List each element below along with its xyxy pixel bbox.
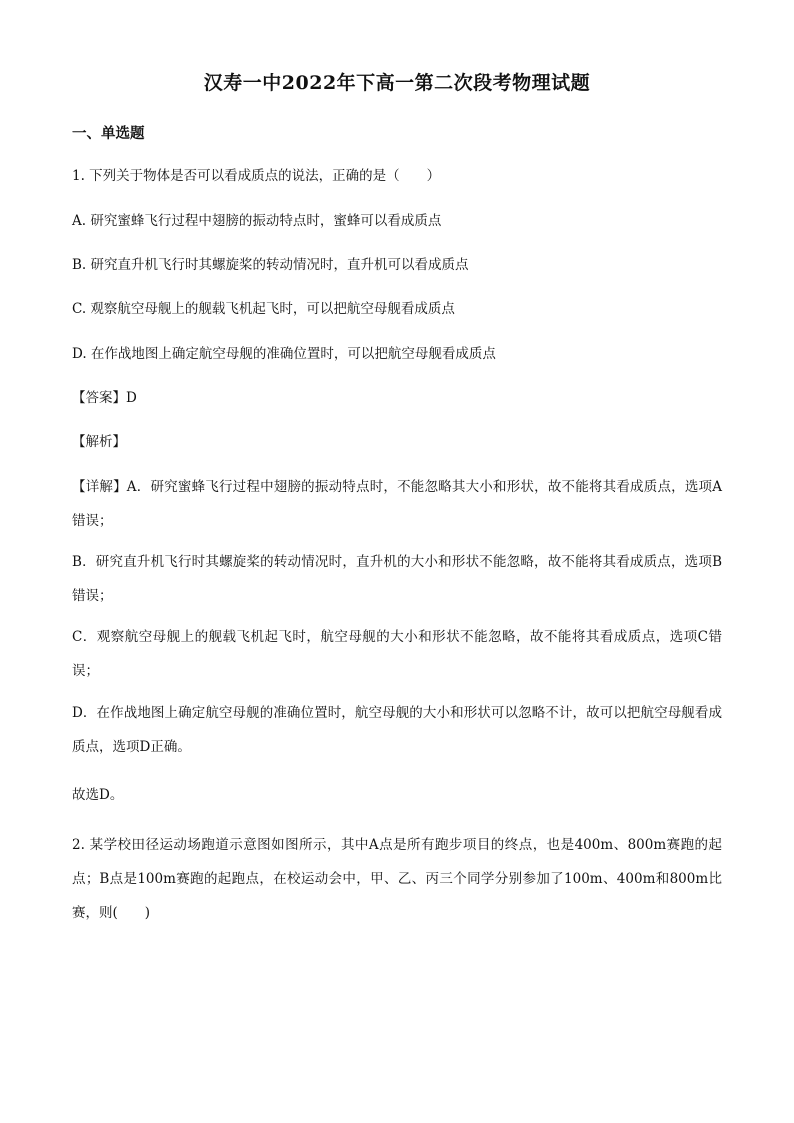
question-1-stem: 1. 下列关于物体是否可以看成质点的说法，正确的是（ ） [72,168,441,184]
question-1-conclusion: 故选D。 [72,787,124,803]
section-heading: 一、单选题 [72,125,145,142]
question-2-stem: 2. 某学校田径运动场跑道示意图如图所示，其中A点是所有跑步项目的终点，也是400m、800m赛跑的起点；B点是100m赛跑的起跑点，在校运动会中，甲、乙、丙三个同学分别参加了100m、400m和800m比赛，则( ) [72,837,722,921]
question-1-detail-c: C．观察航空母舰上的舰载飞机起飞时，航空母舰的大小和形状不能忽略，故不能将其看成质点，选项C错误； [72,629,722,679]
question-1-option-c: C. 观察航空母舰上的舰载飞机起飞时，可以把航空母舰看成质点 [72,301,455,317]
question-1-detail-b: B．研究直升机飞行时其螺旋桨的转动情况时，直升机的大小和形状不能忽略，故不能将其看成质点，选项B错误； [72,554,722,604]
question-1-detail-d: D．在作战地图上确定航空母舰的准确位置时，航空母舰的大小和形状可以忽略不计，故可以把航空母舰看成质点，选项D正确。 [72,705,722,755]
question-1-detail-a: 【详解】A．研究蜜蜂飞行过程中翅膀的振动特点时，不能忽略其大小和形状，故不能将其看成质点，选项A错误； [72,479,722,529]
question-1-option-a: A. 研究蜜蜂飞行过程中翅膀的振动特点时，蜜蜂可以看成质点 [72,213,442,229]
page-title: 汉寿一中2022年下高一第二次段考物理试题 [203,72,591,94]
question-1-answer: 【答案】D [72,390,137,406]
question-1-analysis-label: 【解析】 [72,434,126,450]
question-1-option-b: B. 研究直升机飞行时其螺旋桨的转动情况时，直升机可以看成质点 [72,257,469,273]
question-1-option-d: D. 在作战地图上确定航空母舰的准确位置时，可以把航空母舰看成质点 [72,346,496,362]
